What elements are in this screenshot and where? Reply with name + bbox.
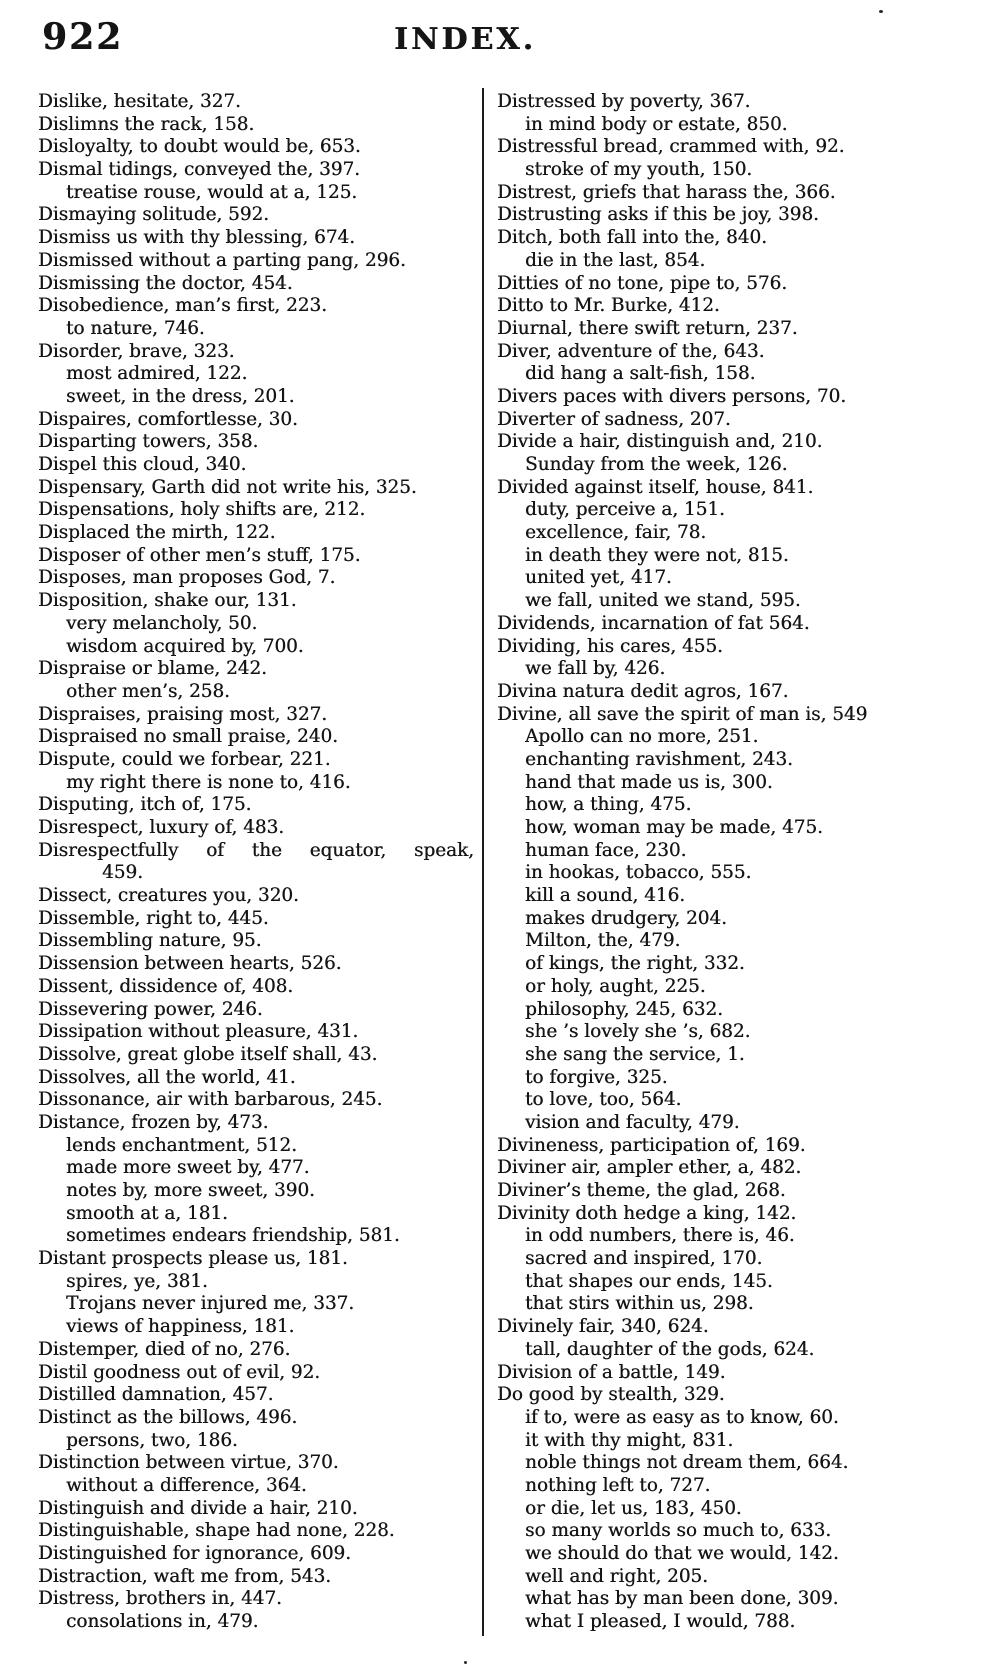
index-entry: we fall by, 426. xyxy=(525,658,666,680)
index-entry: stroke of my youth, 150. xyxy=(525,159,753,181)
page-title: INDEX. xyxy=(393,22,537,57)
index-entry: Disloyalty, to doubt would be, 653. xyxy=(38,136,361,158)
scan-artifact-dot xyxy=(464,1661,467,1664)
index-entry: Dismal tidings, conveyed the, 397. xyxy=(38,159,361,181)
index-entry: Dismaying solitude, 592. xyxy=(38,204,270,226)
index-entry: Trojans never injured me, 337. xyxy=(66,1293,355,1315)
index-entry: very melancholy, 50. xyxy=(66,612,258,634)
index-entry: persons, two, 186. xyxy=(66,1429,238,1451)
page-number: 922 xyxy=(42,16,124,58)
index-entry: Divine, all save the spirit of man is, 549 xyxy=(497,703,868,725)
index-entry: or holy, aught, 225. xyxy=(525,975,706,997)
index-entry: noble things not dream them, 664. xyxy=(525,1452,849,1474)
index-entry: Dispaires, comfortlesse, 30. xyxy=(38,408,298,430)
index-entry: so many worlds so much to, 633. xyxy=(525,1520,832,1542)
index-entry: Dissevering power, 246. xyxy=(38,998,263,1020)
index-entry: Distinguish and divide a hair, 210. xyxy=(38,1497,358,1519)
index-entry: philosophy, 245, 632. xyxy=(525,998,723,1020)
index-entry: Sunday from the week, 126. xyxy=(525,454,788,475)
index-entry: spires, ye, 381. xyxy=(66,1270,208,1292)
index-entry: Divineness, participation of, 169. xyxy=(497,1134,806,1156)
index-entry: Divinity doth hedge a king, 142. xyxy=(497,1202,797,1224)
index-entry: Disposition, shake our, 131. xyxy=(38,590,297,612)
index-entry: did hang a salt-fish, 158. xyxy=(525,363,756,385)
index-entry: Disposes, man proposes God, 7. xyxy=(38,567,336,589)
index-entry: Dislike, hesitate, 327. xyxy=(38,91,241,112)
index-entry: Division of a battle, 149. xyxy=(497,1361,726,1383)
index-entry: in odd numbers, there is, 46. xyxy=(525,1225,795,1247)
index-entry: Dissonance, air with barbarous, 245. xyxy=(38,1089,383,1111)
index-entry: Dissipation without pleasure, 431. xyxy=(38,1021,359,1043)
index-entry: sacred and inspired, 170. xyxy=(525,1248,763,1270)
index-entry: vision and faculty, 479. xyxy=(525,1111,740,1133)
index-entry: most admired, 122. xyxy=(66,363,248,385)
index-entry: enchanting ravishment, 243. xyxy=(525,748,793,770)
index-entry: Distance, frozen by, 473. xyxy=(38,1111,269,1133)
index-entry: my right there is none to, 416. xyxy=(66,771,351,793)
index-entry: excellence, fair, 78. xyxy=(525,522,707,544)
index-entry: Dispraises, praising most, 327. xyxy=(38,703,328,725)
index-entry: Distinguished for ignorance, 609. xyxy=(38,1543,351,1564)
index-entry: Dissemble, right to, 445. xyxy=(38,907,269,929)
index-entry: 459. xyxy=(102,862,143,884)
index-entry: Disorder, brave, 323. xyxy=(38,340,235,362)
index-entry: Dispensary, Garth did not write his, 325. xyxy=(38,476,417,498)
index-entry: Dissension between hearts, 526. xyxy=(38,953,342,975)
index-entry: Distrest, griefs that harass the, 366. xyxy=(497,181,836,203)
index-entry: sometimes endears friendship, 581. xyxy=(66,1225,400,1247)
index-entry: Ditch, both fall into the, 840. xyxy=(497,227,767,249)
index-entry: makes drudgery, 204. xyxy=(525,907,727,929)
index-entry: Divina natura dedit agros, 167. xyxy=(497,680,789,702)
index-entry: Dissent, dissidence of, 408. xyxy=(38,975,294,997)
index-entry: duty, perceive a, 151. xyxy=(525,499,725,521)
index-entry: Distemper, died of no, 276. xyxy=(38,1338,291,1360)
index-entry: Dismissing the doctor, 454. xyxy=(38,272,293,294)
index-entry: that shapes our ends, 145. xyxy=(525,1270,773,1292)
index-entry: Dissolves, all the world, 41. xyxy=(38,1066,296,1088)
index-entry: Dislimns the rack, 158. xyxy=(38,113,255,135)
index-entry: other men’s, 258. xyxy=(66,680,230,702)
index-entry: Disposer of other men’s stuff, 175. xyxy=(38,544,361,566)
column-divider-rule xyxy=(482,88,484,1636)
index-entry: hand that made us is, 300. xyxy=(525,771,773,793)
index-entry: Disrespect, luxury of, 483. xyxy=(38,817,285,838)
index-entry: well and right, 205. xyxy=(525,1565,708,1587)
index-entry: to love, too, 564. xyxy=(525,1089,682,1111)
index-entry: Diviner air, ampler ether, a, 482. xyxy=(497,1157,802,1179)
index-entry: in death they were not, 815. xyxy=(525,544,789,566)
index-entry: Do good by stealth, 329. xyxy=(497,1384,725,1406)
index-entry: lends enchantment, 512. xyxy=(66,1134,297,1156)
index-entry: consolations in, 479. xyxy=(66,1611,259,1633)
index-entry: Divers paces with divers persons, 70. xyxy=(497,385,847,407)
index-entry: Distress, brothers in, 447. xyxy=(38,1588,282,1610)
index-entry: what I pleased, I would, 788. xyxy=(525,1611,796,1633)
index-entry: Dissect, creatures you, 320. xyxy=(38,885,299,907)
index-entry: Diver, adventure of the, 643. xyxy=(497,340,765,362)
index-entry: views of happiness, 181. xyxy=(66,1316,295,1338)
index-entry: nothing left to, 727. xyxy=(525,1474,711,1496)
index-entry: Distressed by poverty, 367. xyxy=(497,91,751,112)
index-entry: Distant prospects please us, 181. xyxy=(38,1248,348,1270)
index-entry: Dissembling nature, 95. xyxy=(38,930,262,952)
index-entry: Dividing, his cares, 455. xyxy=(497,635,723,657)
index-entry: in mind body or estate, 850. xyxy=(525,113,788,135)
index-entry: Distilled damnation, 457. xyxy=(38,1384,274,1406)
index-entry: treatise rouse, would at a, 125. xyxy=(66,181,358,203)
index-entry: Dispute, could we forbear, 221. xyxy=(38,748,331,770)
index-entry: Displaced the mirth, 122. xyxy=(38,522,276,544)
index-entry: sweet, in the dress, 201. xyxy=(66,385,295,407)
index-entry: Distressful bread, crammed with, 92. xyxy=(497,136,845,158)
index-column-right xyxy=(497,91,949,1634)
index-entry: Diverter of sadness, 207. xyxy=(497,408,731,430)
index-entry: Diurnal, there swift return, 237. xyxy=(497,317,798,339)
index-entry: we fall, united we stand, 595. xyxy=(525,590,801,612)
index-entry: we should do that we would, 142. xyxy=(525,1543,839,1564)
index-entry: in hookas, tobacco, 555. xyxy=(525,862,752,884)
index-entry: it with thy might, 831. xyxy=(525,1429,734,1451)
index-entry: Disparting towers, 358. xyxy=(38,431,259,453)
scan-artifact-dot xyxy=(879,10,883,13)
index-entry: to nature, 746. xyxy=(66,317,205,339)
index-entry: what has by man been done, 309. xyxy=(525,1588,839,1610)
index-entry: kill a sound, 416. xyxy=(525,885,686,907)
index-entry: how, a thing, 475. xyxy=(525,794,692,816)
index-entry: Dismissed without a parting pang, 296. xyxy=(38,249,406,271)
index-entry: Divided against itself, house, 841. xyxy=(497,476,814,498)
index-entry: Disrespectfully of the equator, speak, xyxy=(38,839,474,861)
index-entry: Dispensations, holy shifts are, 212. xyxy=(38,499,366,521)
index-entry: Dispraise or blame, 242. xyxy=(38,658,267,680)
index-entry: Diviner’s theme, the glad, 268. xyxy=(497,1180,786,1201)
index-entry: die in the last, 854. xyxy=(525,249,706,271)
index-entry: to forgive, 325. xyxy=(525,1066,668,1088)
index-entry: she sang the service, 1. xyxy=(525,1043,745,1065)
index-entry: or die, let us, 183, 450. xyxy=(525,1497,742,1519)
index-entry: tall, daughter of the gods, 624. xyxy=(525,1338,815,1360)
index-entry: that stirs within us, 298. xyxy=(525,1293,754,1315)
index-entry: Ditties of no tone, pipe to, 576. xyxy=(497,272,788,294)
index-entry: united yet, 417. xyxy=(525,567,672,589)
index-entry: without a difference, 364. xyxy=(66,1474,307,1496)
index-entry: Distinct as the billows, 496. xyxy=(38,1406,298,1428)
index-entry: Apollo can no more, 251. xyxy=(525,726,759,748)
index-entry: Disputing, itch of, 175. xyxy=(38,794,252,816)
index-entry: Dispel this cloud, 340. xyxy=(38,454,247,475)
index-entry: Milton, the, 479. xyxy=(525,930,681,952)
index-entry: Distinction between virtue, 370. xyxy=(38,1452,339,1474)
index-column-left xyxy=(38,91,474,1634)
index-entry: Dissolve, great globe itself shall, 43. xyxy=(38,1043,378,1065)
index-entry: how, woman may be made, 475. xyxy=(525,817,823,838)
index-entry: Distinguishable, shape had none, 228. xyxy=(38,1520,395,1542)
index-entry: if to, were as easy as to know, 60. xyxy=(525,1406,839,1428)
index-entry: Divide a hair, distinguish and, 210. xyxy=(497,431,823,453)
index-entry: Distrusting asks if this be joy, 398. xyxy=(497,204,819,226)
index-entry: smooth at a, 181. xyxy=(66,1202,228,1224)
index-entry: she ’s lovely she ’s, 682. xyxy=(525,1021,751,1043)
index-entry: Divinely fair, 340, 624. xyxy=(497,1316,709,1338)
index-entry: Dismiss us with thy blessing, 674. xyxy=(38,227,355,249)
index-entry: human face, 230. xyxy=(525,839,687,861)
index-entry: wisdom acquired by, 700. xyxy=(66,635,304,657)
index-entry: Disobedience, man’s first, 223. xyxy=(38,295,327,317)
index-entry: Distil goodness out of evil, 92. xyxy=(38,1361,321,1383)
index-entry: Distraction, waft me from, 543. xyxy=(38,1565,332,1587)
index-entry: Dispraised no small praise, 240. xyxy=(38,726,338,748)
index-entry: Ditto to Mr. Burke, 412. xyxy=(497,295,720,317)
index-entry: Dividends, incarnation of fat 564. xyxy=(497,612,810,634)
index-entry: notes by, more sweet, 390. xyxy=(66,1180,315,1201)
index-entry: made more sweet by, 477. xyxy=(66,1157,310,1179)
index-entry: of kings, the right, 332. xyxy=(525,953,745,975)
